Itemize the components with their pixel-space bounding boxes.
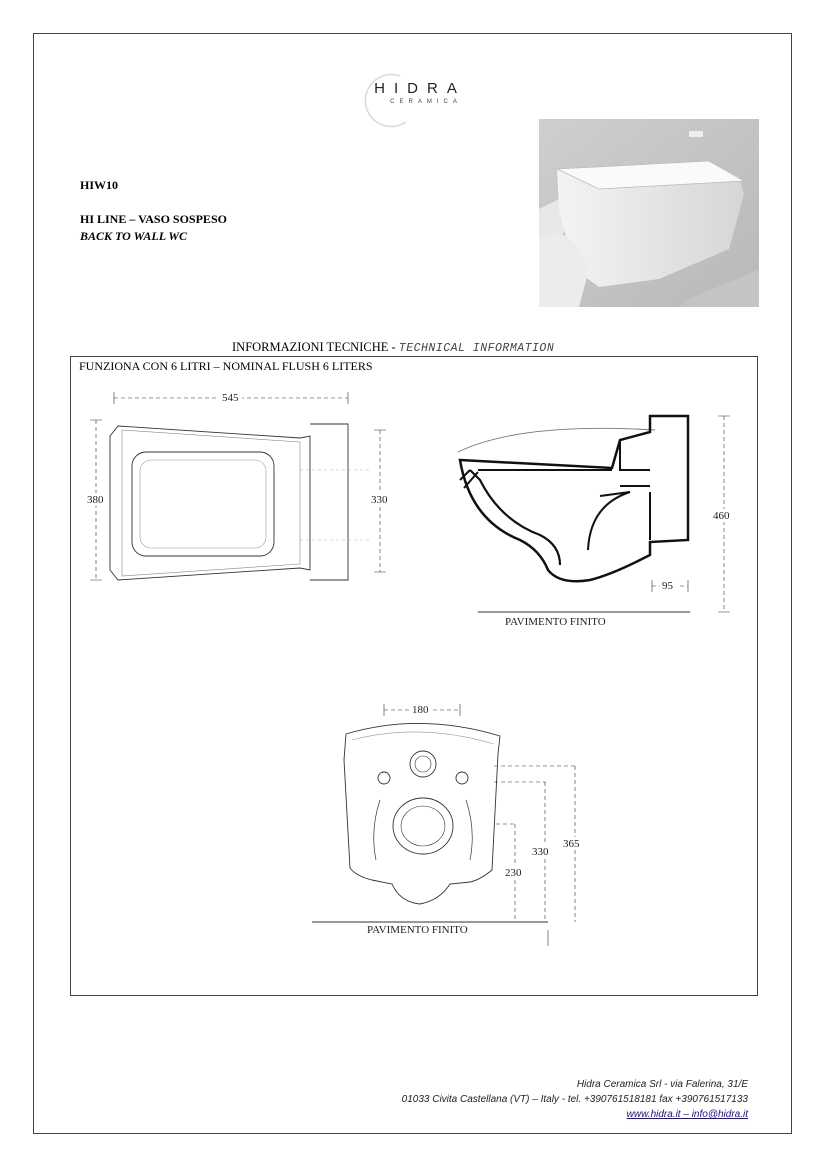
dim-front-outlet-height: 230 xyxy=(505,867,522,879)
dim-side-wall-offset: 95 xyxy=(662,580,673,592)
company-footer xyxy=(402,1077,748,1122)
product-code: HIW10 xyxy=(80,178,119,192)
logo-sub: CERAMICA xyxy=(390,99,462,105)
section-title-en: TECHNICAL INFORMATION xyxy=(398,342,555,355)
top-view-drawing xyxy=(90,392,386,580)
dim-top-width: 545 xyxy=(222,392,239,404)
product-subtitle: BACK TO WALL WC xyxy=(80,229,188,243)
flush-note: FUNZIONA CON 6 LITRI – NOMINAL FLUSH 6 LITERS xyxy=(79,359,373,373)
logo-word: HIDRA xyxy=(374,80,466,97)
front-view-drawing xyxy=(312,704,576,946)
email-link[interactable]: info@hidra.it xyxy=(691,1109,748,1120)
side-view-drawing xyxy=(458,416,730,612)
section-title-separator: - xyxy=(388,340,399,354)
footer-links xyxy=(402,1107,748,1122)
footer-address: Hidra Ceramica Srl - via Falerina, 31/E xyxy=(576,1079,748,1090)
side-floor-label: PAVIMENTO FINITO xyxy=(505,616,606,628)
website-link[interactable]: www.hidra.it xyxy=(626,1109,681,1120)
section-title-it: INFORMAZIONI TECNICHE xyxy=(232,340,389,354)
footer-link-separator: – xyxy=(680,1109,692,1120)
front-floor-label: PAVIMENTO FINITO xyxy=(367,924,468,936)
product-title: HI LINE – VASO SOSPESO xyxy=(80,212,227,226)
dim-top-height-right: 330 xyxy=(371,494,388,506)
dim-top-height-left: 380 xyxy=(87,494,104,506)
footer-contacts: 01033 Civita Castellana (VT) – Italy - tel. +390761518181 fax +390761517133 xyxy=(401,1094,748,1105)
dim-front-top-height: 365 xyxy=(563,838,580,850)
dim-front-hole-spacing: 180 xyxy=(412,704,429,716)
dim-side-height: 460 xyxy=(713,510,730,522)
dim-front-mid-height: 330 xyxy=(532,846,549,858)
